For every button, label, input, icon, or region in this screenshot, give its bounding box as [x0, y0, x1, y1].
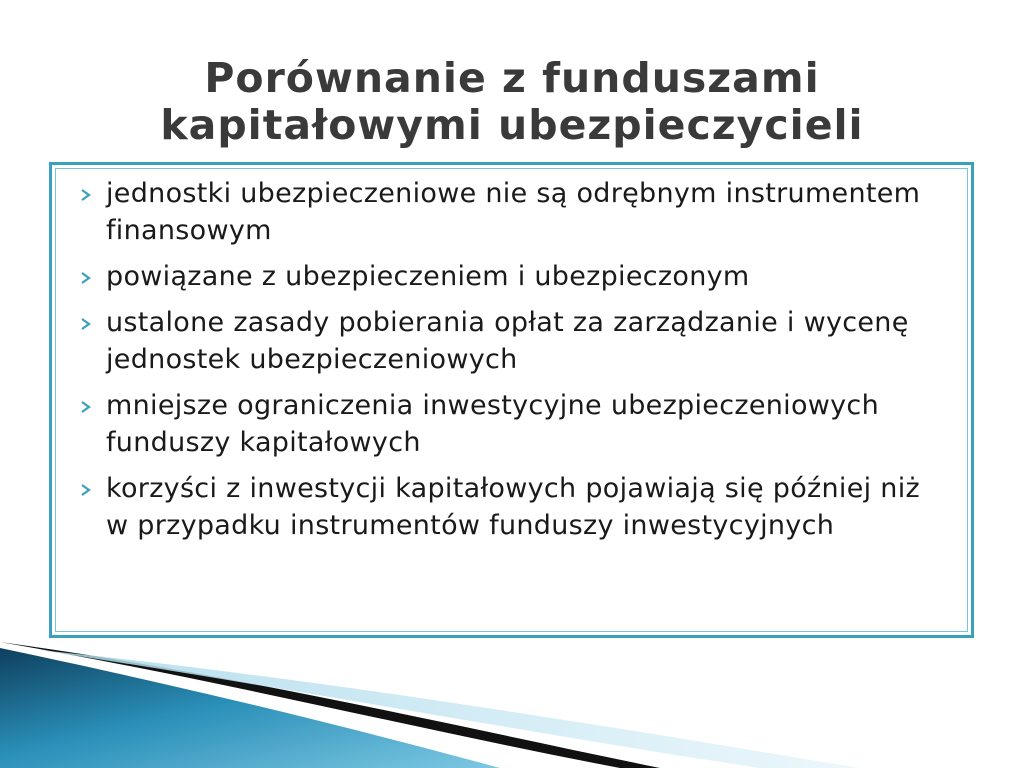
bullet-text: jednostki ubezpieczeniowe nie są odrębnym instrumentem finansowym [106, 178, 921, 246]
bullet-item [80, 175, 950, 249]
slide-title [0, 55, 1024, 149]
bullet-item [80, 258, 950, 295]
bullet-text: ustalone zasady pobierania opłat za zarządzanie i wycenę jednostek ubezpieczeniowych [106, 307, 909, 375]
bullet-text: powiązane z ubezpieczeniem i ubezpieczonym [106, 261, 750, 292]
bullet-item [80, 470, 950, 544]
content-panel [49, 162, 974, 638]
bullet-text: korzyści z inwestycji kapitałowych pojawiają się później niż w przypadku instrumentów funduszy inwestycyjnych [106, 473, 920, 541]
chevron-right-icon [80, 189, 92, 201]
decorative-swoosh [0, 620, 1024, 768]
bullet-list [80, 175, 950, 553]
bullet-item [80, 387, 950, 461]
chevron-right-icon [80, 484, 92, 496]
slide-title-line-1: Porównanie z funduszami [204, 54, 820, 103]
slide-title-line-2: kapitałowymi ubezpieczycieli [160, 101, 864, 150]
chevron-right-icon [80, 318, 92, 330]
bullet-item [80, 304, 950, 378]
chevron-right-icon [80, 401, 92, 413]
chevron-right-icon [80, 272, 92, 284]
bullet-text: mniejsze ograniczenia inwestycyjne ubezpieczeniowych funduszy kapitałowych [106, 390, 879, 458]
